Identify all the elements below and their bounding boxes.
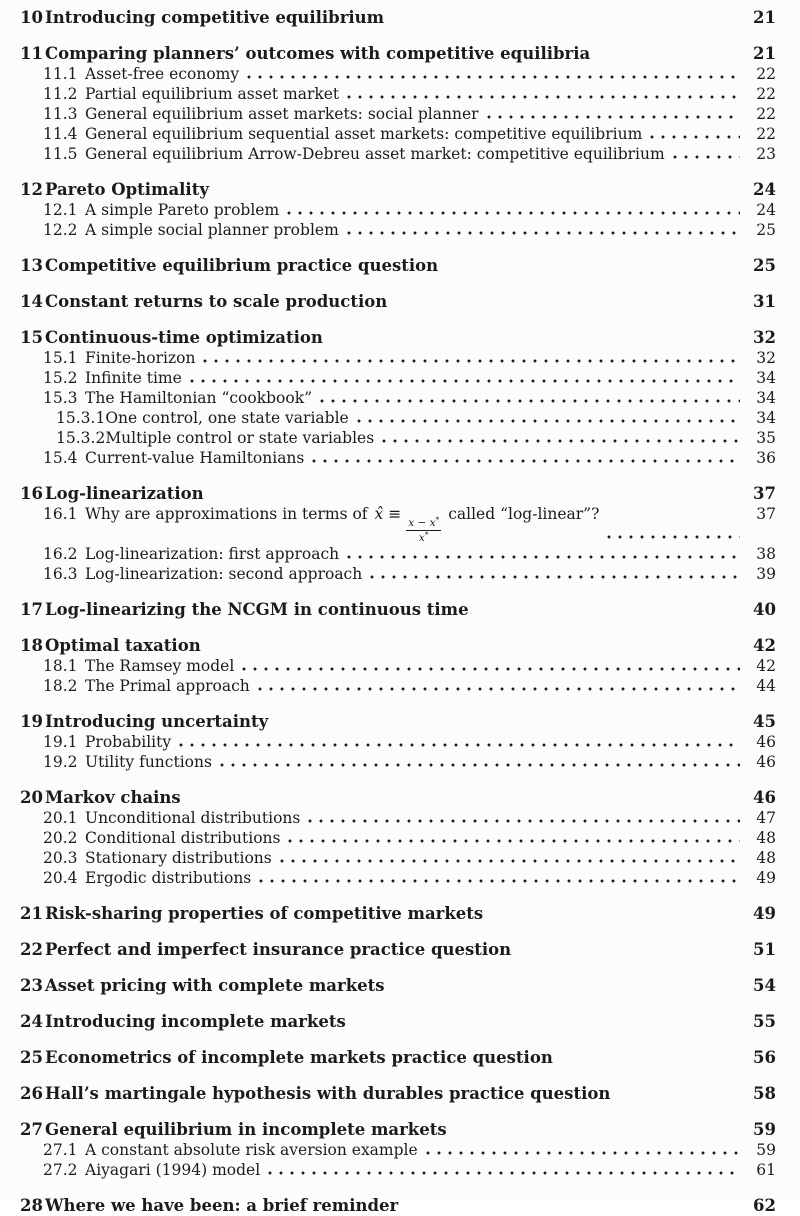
dot-leader (426, 1151, 740, 1155)
toc-section-block (20, 1011, 776, 1032)
section-page-number: 40 (753, 600, 776, 620)
subsection-page-number: 48 (756, 849, 776, 868)
toc-section-block (20, 483, 776, 584)
subsection-title: A simple Pareto problem (85, 201, 280, 219)
subsection-title: Log-linearization: second approach (85, 565, 363, 584)
table-of-contents (20, 7, 776, 1216)
subsection-page-number: 34 (756, 369, 776, 387)
dot-leader (320, 399, 740, 403)
section-page-number: 59 (753, 1120, 776, 1140)
subsection-title: Finite-horizon (85, 349, 196, 367)
section-number: 13 (20, 256, 43, 275)
numerator-superscript: * (435, 515, 440, 524)
toc-section-block (20, 599, 776, 620)
toc-section-block (20, 1083, 776, 1104)
dot-leader (312, 459, 740, 463)
toc-subsection-row (20, 200, 776, 220)
toc-subsection-row (20, 448, 776, 468)
dot-leader (347, 95, 740, 99)
toc-section-row (20, 255, 776, 276)
dot-leader (190, 379, 740, 383)
toc-section-block (20, 939, 776, 960)
subsection-number: 20.3 (43, 849, 78, 868)
subsection-title: General equilibrium sequential asset markets: competitive equilibrium (85, 125, 643, 143)
dot-leader (288, 839, 740, 843)
section-page-number: 54 (753, 976, 776, 996)
dot-leader (220, 763, 740, 767)
toc-subsection-row (20, 544, 776, 564)
toc-subsection-row (20, 848, 776, 868)
subsection-title: Stationary distributions (85, 849, 272, 868)
section-number: 15 (20, 328, 43, 347)
toc-subsection-row (20, 408, 776, 428)
subsection-title-text: called “log-linear”? (443, 505, 600, 523)
subsection-title-text: Why are approximations in terms of (85, 505, 373, 523)
subsection-page-number: 22 (756, 125, 776, 143)
toc-subsection-row (20, 84, 776, 104)
section-page-number: 21 (753, 44, 776, 63)
toc-subsection-row (20, 144, 776, 164)
section-page-number: 37 (753, 484, 776, 503)
section-number: 22 (20, 940, 43, 960)
section-page-number: 58 (753, 1084, 776, 1104)
subsection-page-number: 32 (756, 349, 776, 367)
subsection-title: Infinite time (85, 369, 182, 387)
dot-leader (308, 819, 740, 823)
subsection-title: A constant absolute risk aversion example (85, 1141, 418, 1160)
subsection-number: 19.1 (43, 733, 78, 752)
section-number: 23 (20, 976, 43, 996)
section-title: Markov chains (45, 788, 181, 808)
subsection-page-number: 48 (756, 829, 776, 848)
section-title: Asset pricing with complete markets (45, 976, 385, 996)
toc-subsection-row (20, 388, 776, 408)
dot-leader (268, 1171, 740, 1175)
subsection-title: Log-linearization: first approach (85, 545, 340, 564)
section-title: Where we have been: a brief reminder (45, 1196, 399, 1216)
section-number: 28 (20, 1196, 43, 1216)
dot-leader (179, 743, 740, 747)
section-title: Introducing incomplete markets (45, 1012, 346, 1032)
subsection-number: 16.2 (43, 545, 78, 564)
subsection-number: 15.3 (43, 389, 78, 407)
section-number: 19 (20, 712, 43, 732)
subsection-page-number: 22 (756, 105, 776, 123)
subsection-number: 11.5 (43, 145, 78, 163)
toc-subsection-row (20, 564, 776, 584)
subsection-number: 20.4 (43, 869, 78, 888)
subsection-number: 27.1 (43, 1141, 78, 1160)
subsection-title: Conditional distributions (85, 829, 281, 848)
section-page-number: 56 (753, 1048, 776, 1068)
subsection-number: 12.2 (43, 221, 78, 239)
subsection-title: General equilibrium asset markets: social planner (85, 105, 479, 123)
subsection-title: One control, one state variable (105, 409, 349, 427)
toc-section-row (20, 599, 776, 620)
subsection-page-number: 24 (756, 201, 776, 219)
subsection-title (85, 504, 599, 544)
section-number: 27 (20, 1120, 43, 1140)
section-number: 16 (20, 484, 43, 503)
subsection-number: 27.2 (43, 1161, 78, 1180)
dot-leader (347, 555, 740, 559)
subsection-number: 11.2 (43, 85, 78, 103)
toc-subsection-row (20, 1140, 776, 1160)
section-page-number: 55 (753, 1012, 776, 1032)
section-number: 11 (20, 44, 43, 63)
section-number: 25 (20, 1048, 43, 1068)
section-number: 26 (20, 1084, 43, 1104)
toc-subsection-row (20, 656, 776, 676)
subsection-page-number: 44 (756, 677, 776, 696)
subsection-page-number: 46 (756, 733, 776, 752)
subsection-page-number: 38 (756, 545, 776, 564)
toc-section-row (20, 1047, 776, 1068)
subsection-title: A simple social planner problem (85, 221, 339, 239)
subsection-page-number: 35 (756, 429, 776, 447)
toc-subsection-row (20, 1160, 776, 1180)
section-number: 10 (20, 8, 43, 27)
dot-leader (357, 419, 740, 423)
toc-section-block (20, 255, 776, 276)
section-number: 20 (20, 788, 43, 808)
toc-section-block (20, 635, 776, 696)
section-page-number: 49 (753, 904, 776, 924)
toc-subsection-row (20, 828, 776, 848)
subsection-number: 16.3 (43, 565, 78, 584)
toc-section-block (20, 327, 776, 468)
subsection-number: 12.1 (43, 201, 78, 219)
subsection-title: The Hamiltonian “cookbook” (85, 389, 313, 407)
dot-leader (258, 687, 740, 691)
subsection-page-number: 34 (756, 409, 776, 427)
toc-section-block (20, 1195, 776, 1216)
dot-leader (347, 231, 740, 235)
subsection-title: Ergodic distributions (85, 869, 252, 888)
subsection-title: Utility functions (85, 753, 212, 772)
toc-subsection-row (20, 676, 776, 696)
toc-section-block (20, 179, 776, 240)
subsection-page-number: 22 (756, 85, 776, 103)
section-title: Econometrics of incomplete markets practice question (45, 1048, 553, 1068)
toc-section-block (20, 43, 776, 164)
subsection-number: 18.1 (43, 657, 78, 676)
subsection-number: 18.2 (43, 677, 78, 696)
section-page-number: 32 (753, 328, 776, 347)
toc-section-block (20, 291, 776, 312)
toc-subsection-row (20, 868, 776, 888)
toc-section-row (20, 483, 776, 504)
toc-subsection-row (20, 124, 776, 144)
toc-section-row (20, 787, 776, 808)
subsection-page-number: 42 (756, 657, 776, 676)
section-title: Introducing competitive equilibrium (45, 8, 385, 27)
section-page-number: 62 (753, 1196, 776, 1216)
subsection-title: The Ramsey model (85, 657, 235, 676)
section-title: Competitive equilibrium practice question (45, 256, 439, 275)
subsection-page-number: 46 (756, 753, 776, 772)
section-number: 24 (20, 1012, 43, 1032)
dot-leader (287, 211, 740, 215)
toc-subsection-row (20, 368, 776, 388)
subsection-page-number: 61 (756, 1161, 776, 1180)
toc-subsection-row (20, 428, 776, 448)
section-title: Introducing uncertainty (45, 712, 269, 732)
dot-leader (487, 115, 740, 119)
toc-subsection-row (20, 64, 776, 84)
subsection-page-number: 49 (756, 869, 776, 888)
toc-section-block (20, 787, 776, 888)
toc-section-row (20, 1195, 776, 1216)
dot-leader (247, 75, 740, 79)
subsection-number: 15.3.1 (56, 409, 106, 427)
dot-leader (382, 439, 740, 443)
section-page-number: 24 (753, 180, 776, 199)
subsection-number: 11.3 (43, 105, 78, 123)
section-title: Comparing planners’ outcomes with competitive equilibria (45, 44, 591, 63)
subsection-title: Aiyagari (1994) model (85, 1161, 261, 1180)
subsection-page-number: 47 (756, 809, 776, 828)
subsection-number: 19.2 (43, 753, 78, 772)
toc-section-block (20, 903, 776, 924)
subsection-title: The Primal approach (85, 677, 250, 696)
section-number: 18 (20, 636, 43, 656)
subsection-number: 15.2 (43, 369, 78, 387)
subsection-title: Unconditional distributions (85, 809, 301, 828)
toc-subsection-row (20, 104, 776, 124)
subsection-number: 15.1 (43, 349, 78, 367)
toc-section-row (20, 179, 776, 200)
section-title: Risk-sharing properties of competitive markets (45, 904, 484, 924)
section-page-number: 25 (753, 256, 776, 275)
section-page-number: 31 (753, 292, 776, 311)
toc-section-block (20, 7, 776, 28)
subsection-page-number: 59 (756, 1141, 776, 1160)
section-title: Hall’s martingale hypothesis with durables practice question (45, 1084, 611, 1104)
dot-leader (673, 155, 740, 159)
numerator-text: x − x (408, 517, 436, 529)
toc-section-block (20, 1119, 776, 1180)
section-number: 12 (20, 180, 43, 199)
subsection-title: Multiple control or state variables (105, 429, 375, 447)
dot-leader (370, 575, 740, 579)
section-title: Log-linearizing the NCGM in continuous time (45, 600, 469, 620)
subsection-number: 20.1 (43, 809, 78, 828)
toc-subsection-row (20, 220, 776, 240)
fraction-denominator (417, 531, 431, 545)
toc-section-row (20, 975, 776, 996)
section-number: 17 (20, 600, 43, 620)
section-page-number: 51 (753, 940, 776, 960)
toc-section-row (20, 939, 776, 960)
section-page-number: 42 (753, 636, 776, 656)
section-title: Constant returns to scale production (45, 292, 388, 311)
toc-section-row (20, 327, 776, 348)
section-number: 21 (20, 904, 43, 924)
toc-section-row (20, 903, 776, 924)
section-title: Continuous-time optimization (45, 328, 323, 347)
math-equiv-symbol: ≡ (388, 505, 402, 523)
fraction-numerator (406, 516, 441, 531)
toc-section-row (20, 1119, 776, 1140)
subsection-page-number: 22 (756, 65, 776, 83)
section-page-number: 45 (753, 712, 776, 732)
subsection-number: 20.2 (43, 829, 78, 848)
subsection-page-number: 39 (756, 565, 776, 584)
section-title: General equilibrium in incomplete markets (45, 1120, 447, 1140)
toc-subsection-row (20, 808, 776, 828)
toc-section-row (20, 43, 776, 64)
toc-section-row (20, 635, 776, 656)
dot-leader (203, 359, 740, 363)
denominator-text: x (418, 531, 425, 544)
toc-section-row (20, 1011, 776, 1032)
subsection-page-number: 34 (756, 389, 776, 407)
subsection-number: 15.4 (43, 449, 78, 467)
section-page-number: 46 (753, 788, 776, 808)
toc-section-row (20, 1083, 776, 1104)
subsection-page-number: 37 (756, 505, 776, 523)
dot-leader (607, 535, 740, 539)
toc-subsection-row (20, 348, 776, 368)
subsection-title: Asset-free economy (85, 65, 240, 83)
dot-leader (259, 879, 740, 883)
dot-leader (242, 667, 740, 671)
subsection-number: 11.1 (43, 65, 78, 83)
toc-section-row (20, 291, 776, 312)
subsection-page-number: 23 (756, 145, 776, 163)
subsection-title: Current-value Hamiltonians (85, 449, 305, 467)
toc-subsection-row (20, 752, 776, 772)
subsection-number: 16.1 (43, 505, 78, 523)
subsection-page-number: 25 (756, 221, 776, 239)
math-fraction (406, 516, 441, 544)
toc-section-row (20, 711, 776, 732)
subsection-title: Partial equilibrium asset market (85, 85, 340, 103)
toc-subsection-row (20, 732, 776, 752)
toc-section-block (20, 711, 776, 772)
subsection-title: Probability (85, 733, 172, 752)
subsection-page-number: 36 (756, 449, 776, 467)
dot-leader (280, 859, 740, 863)
section-title: Pareto Optimality (45, 180, 209, 199)
denominator-superscript: * (424, 529, 429, 539)
section-title: Perfect and imperfect insurance practice question (45, 940, 512, 960)
toc-section-row (20, 7, 776, 28)
subsection-title: General equilibrium Arrow-Debreu asset market: competitive equilibrium (85, 145, 665, 163)
subsection-number: 15.3.2 (56, 429, 106, 447)
subsection-number: 11.4 (43, 125, 78, 143)
section-title: Optimal taxation (45, 636, 201, 656)
math-xhat-variable: x̂ (374, 505, 384, 523)
dot-leader (650, 135, 740, 139)
toc-section-block (20, 1047, 776, 1068)
toc-section-block (20, 975, 776, 996)
section-page-number: 21 (753, 8, 776, 27)
toc-subsection-row (20, 504, 776, 544)
section-title: Log-linearization (45, 484, 204, 503)
section-number: 14 (20, 292, 43, 311)
